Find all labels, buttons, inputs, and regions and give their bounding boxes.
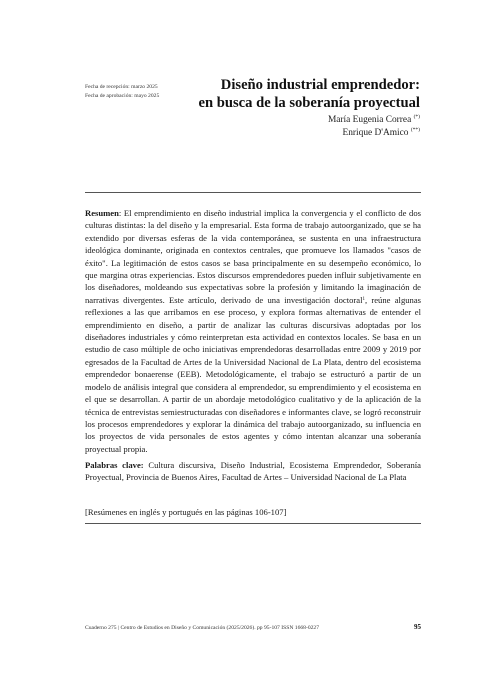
- abstract: [85, 207, 421, 455]
- title-line-2: en busca de la soberanía proyectual: [198, 94, 420, 111]
- reception-date: Fecha de recepción: marzo 2025: [85, 84, 158, 90]
- author-2: [180, 127, 420, 140]
- footer-citation: Cuaderno 275 | Centro de Estudios en Diseño y Comunicación (2025/2026). pp 95-107 ISSN 1668-0227: [85, 625, 320, 631]
- page-number: 95: [414, 623, 421, 631]
- author-1-footnote-mark: (*): [413, 114, 420, 120]
- approval-date: Fecha de aprobación: mayo 2025: [85, 93, 160, 99]
- article-title: [180, 77, 420, 112]
- abstract-text-part-1: : El emprendimiento en diseño industrial implica la convergencia y el conflicto de dos culturas distintas: la del diseño y la empresarial. Esta forma de trabajo autoorganizado, que se ha extendido por diversas esferas de la vida contemporánea, se sustenta en una infraestructura ideológica dominante, originada en contextos centrales, que promueve los llamados "casos de éxito". La legitimación de estos casos se basa principalmente en su desempeño económico, lo que margina otras experiencias. Estos discursos emprendedores pueden influir subjetivamente en los diseñadores, moldeando sus expectativas sobre la profesión y limitando la imaginación de narrativas divergentes. Este artículo, derivado de una investigación doctoral: [85, 208, 421, 305]
- title-line-1: Diseño industrial emprendedor:: [220, 77, 420, 93]
- author-1-name: María Eugenia Correa: [327, 115, 412, 125]
- bottom-divider: [85, 523, 421, 524]
- author-1: [180, 114, 420, 127]
- abstract-text-part-2: , reúne algunas reflexiones a las que arribamos en ese proceso, y explora formas alternativas de entender el emprendimiento en diseño, a partir de analizar las culturas discursivas adoptadas por los diseñadores industriales y cómo reinterpretan esta actividad en contextos locales. Se basa en un estudio de caso múltiple de ocho iniciativas emprendedoras desarrolladas entre 2009 y 2019 por egresados de la Facultad de Artes de la Universidad Nacional de La Plata, dentro del ecosistema emprendedor bonaerense (EEB). Metodológicamente, el trabajo se estructuró a partir de un modelo de análisis integral que considera al emprendedor, su emprendimiento y el ecosistema en el que se desarrollan. A partir de un abordaje metodológico cualitativo y de la aplicación de la técnica de entrevistas semiestructuradas con diseñadores e informantes clave, se logró reconstruir los procesos emprendedores y explorar la dinámica del trabajo autoorganizado, su influencia en los proyectos de vida personales de estos agentes y cómo intentan alcanzar una soberanía proyectual propia.: [85, 294, 421, 454]
- abstract-label: Resumen: [85, 208, 119, 218]
- author-list: [180, 114, 420, 139]
- keywords: [85, 459, 421, 484]
- author-2-footnote-mark: (**): [410, 126, 420, 133]
- page-footer: [85, 623, 421, 632]
- keywords-label: Palabras clave:: [85, 460, 144, 470]
- footnote-mark: 1: [362, 296, 365, 302]
- top-divider: [85, 192, 421, 193]
- keywords-text: Cultura discursiva, Diseño Industrial, Ecosistema Emprendedor, Soberanía Proyectual, Provincia de Buenos Aires, Facultad de Artes – Universidad Nacional de La Plata: [85, 460, 421, 483]
- summaries-note: [Resúmenes en inglés y portugués en las páginas 106-107]: [85, 507, 287, 517]
- title-block: [180, 77, 420, 139]
- author-2-name: Enrique D'Amico: [342, 127, 409, 138]
